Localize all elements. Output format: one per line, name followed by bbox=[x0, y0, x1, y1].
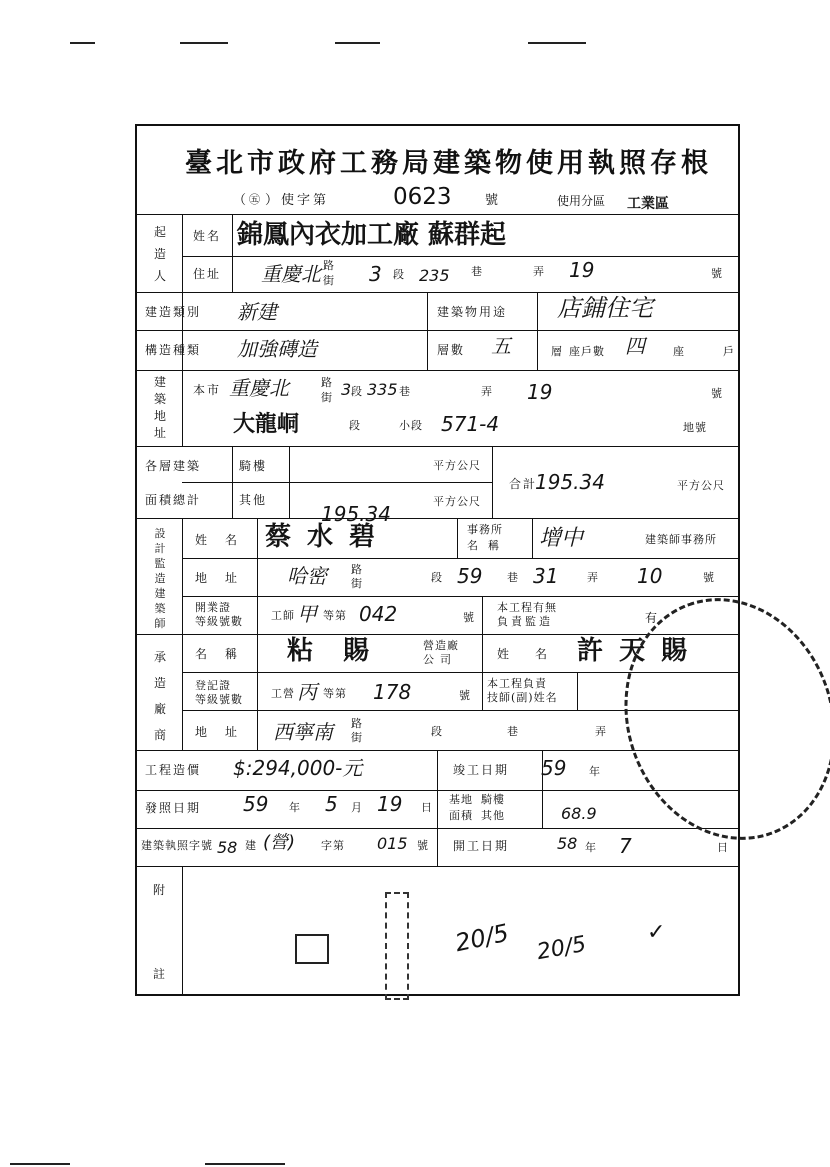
architect-xiang: 巷 bbox=[507, 571, 519, 584]
office-suffix: 建築師事務所 bbox=[645, 533, 717, 546]
registration-label-top: 登記證 bbox=[195, 679, 231, 692]
build-type-value: 新建 bbox=[237, 300, 277, 324]
build-type-label: 建造類別 bbox=[145, 305, 202, 319]
applicant-group-c2: 造 bbox=[153, 247, 166, 261]
architect-lu: 路 bbox=[351, 563, 363, 576]
building-use-label: 建築物用途 bbox=[437, 305, 508, 319]
issue-ri: 日 bbox=[421, 801, 433, 814]
address-group-c2: 築 bbox=[153, 392, 166, 406]
supervise-label-top: 本工程有無 bbox=[497, 601, 557, 614]
contractor-group-c2: 造 bbox=[153, 676, 166, 690]
applicant-road-value: 重慶北 bbox=[261, 262, 321, 286]
remarks-label-top: 附 bbox=[153, 883, 168, 897]
registration-mid: 等第 bbox=[323, 687, 347, 700]
other-label: 其他 bbox=[239, 493, 268, 507]
registration-grade: 丙 bbox=[297, 680, 317, 704]
contractor-addr-label: 地址 bbox=[195, 725, 256, 739]
issue-nian: 年 bbox=[289, 801, 301, 814]
architect-group-c6: 築 bbox=[154, 602, 166, 615]
license-grade: 甲 bbox=[297, 602, 317, 626]
architect-group-c1: 設 bbox=[154, 527, 166, 540]
base-area-label-top: 基地 bbox=[449, 793, 473, 806]
office-value: 增中 bbox=[539, 526, 584, 551]
base-other-label: 其他 bbox=[481, 809, 505, 822]
structure-label: 構造種類 bbox=[145, 343, 202, 357]
address-duan-value: 3 bbox=[341, 380, 352, 399]
zone-value: 工業區 bbox=[627, 196, 669, 212]
license-hao: 號 bbox=[463, 611, 475, 624]
contractor-group-c1: 承 bbox=[153, 650, 166, 664]
arcade-unit: 平方公尺 bbox=[433, 459, 481, 472]
architect-name-value: 蔡水碧 bbox=[265, 522, 392, 552]
contractor-name-value: 粘賜 bbox=[287, 636, 400, 666]
technician-label-top: 本工程負責 bbox=[487, 677, 547, 690]
architect-xiang-value: 59 bbox=[457, 564, 483, 588]
area-group-bottom: 面積總計 bbox=[145, 493, 202, 507]
contractor-name-label: 名稱 bbox=[195, 647, 256, 661]
start-nian: 年 bbox=[585, 841, 597, 854]
architect-name-label: 姓名 bbox=[195, 533, 256, 547]
building-use-value: 店鋪住宅 bbox=[557, 294, 653, 322]
registration-prefix: 工營 bbox=[271, 687, 295, 700]
other-unit: 平方公尺 bbox=[433, 495, 481, 508]
office-seal-stamp bbox=[591, 564, 830, 870]
supervise-value: 有 bbox=[645, 611, 660, 625]
architect-group-c5: 建 bbox=[154, 587, 166, 600]
address-lot-value: 571-4 bbox=[441, 412, 500, 436]
registration-hao: 號 bbox=[459, 689, 471, 702]
address-xiaoduan: 小段 bbox=[399, 419, 423, 432]
arcade-label: 騎樓 bbox=[239, 459, 268, 473]
contractor-type-top: 營造廠 bbox=[423, 639, 459, 652]
applicant-addr-label: 住址 bbox=[193, 267, 222, 281]
building-permit-prefix: 建 bbox=[245, 839, 257, 852]
contractor-person-label: 姓名 bbox=[497, 647, 574, 661]
start-year: 58 bbox=[557, 834, 578, 853]
office-label-bottom: 名稱 bbox=[467, 539, 509, 552]
architect-nong: 弄 bbox=[587, 571, 599, 584]
cost-value: $:294,000-元 bbox=[233, 756, 363, 780]
architect-hao: 號 bbox=[703, 571, 715, 584]
start-month: 7 bbox=[619, 834, 632, 858]
architect-addr-label: 地址 bbox=[195, 571, 256, 585]
building-permit-hao: 號 bbox=[417, 839, 429, 852]
registration-label-bottom: 等級號數 bbox=[195, 693, 243, 706]
architect-duan: 段 bbox=[431, 571, 443, 584]
permit-number: 0623 bbox=[393, 184, 452, 210]
address-city: 本市 bbox=[193, 383, 222, 397]
contractor-duan: 段 bbox=[431, 725, 443, 738]
units-zuo: 座 bbox=[673, 345, 685, 358]
applicant-group-c3: 人 bbox=[153, 269, 166, 283]
permit-hao: 號 bbox=[485, 193, 499, 208]
units-label: 座戶數 bbox=[569, 345, 605, 358]
applicant-name-label: 姓名 bbox=[193, 229, 222, 243]
applicant-nong: 弄 bbox=[533, 265, 545, 278]
address-lot: 地號 bbox=[683, 421, 707, 434]
applicant-hao: 號 bbox=[711, 267, 723, 280]
completion-nian: 年 bbox=[589, 765, 601, 778]
address-hao-value: 19 bbox=[527, 380, 553, 404]
base-area-label-bottom: 面積 bbox=[449, 809, 473, 822]
floors-ceng: 層 bbox=[551, 345, 563, 358]
address-section-value: 大龍峒 bbox=[233, 412, 300, 437]
building-permit-mid: 字第 bbox=[321, 839, 345, 852]
remarks-label-bottom: 註 bbox=[153, 967, 168, 981]
applicant-hao-value: 19 bbox=[569, 258, 595, 282]
license-label-top: 開業證 bbox=[195, 601, 231, 614]
base-other-value: 68.9 bbox=[561, 804, 597, 823]
applicant-lu: 路 bbox=[323, 259, 335, 272]
architect-nong-value: 31 bbox=[533, 564, 559, 588]
permit-suffix: ）使字第 bbox=[265, 193, 330, 208]
address-group-c4: 址 bbox=[153, 426, 166, 440]
architect-hao-value: 10 bbox=[637, 564, 663, 588]
remarks-note-2: 20/5 bbox=[535, 931, 589, 966]
architect-group-c4: 造 bbox=[154, 572, 166, 585]
contractor-type-bottom: 公司 bbox=[423, 653, 457, 666]
address-group-c3: 地 bbox=[153, 409, 166, 423]
address-xiang-value: 335 bbox=[367, 380, 398, 399]
issue-date-label: 發照日期 bbox=[145, 801, 202, 815]
applicant-duan: 段 bbox=[393, 268, 405, 281]
units-value: 四 bbox=[625, 334, 645, 358]
building-permit-char: (營) bbox=[263, 832, 296, 853]
remarks-check: ✓ bbox=[647, 920, 666, 945]
technician-label-bottom: 技師(副)姓名 bbox=[487, 691, 558, 704]
issue-yue: 月 bbox=[351, 801, 363, 814]
applicant-duan-value: 3 bbox=[369, 262, 382, 286]
start-ri: 日 bbox=[717, 841, 729, 854]
license-value: 042 bbox=[359, 602, 398, 626]
permit-prefix-mark: ㊄ bbox=[249, 193, 260, 206]
building-permit-value: 015 bbox=[377, 834, 408, 853]
address-jie: 街 bbox=[321, 391, 333, 404]
architect-group-c3: 監 bbox=[154, 557, 166, 570]
start-date-label: 開工日期 bbox=[453, 839, 510, 853]
zone-label: 使用分區 bbox=[557, 194, 606, 208]
contractor-nong: 弄 bbox=[595, 725, 607, 738]
address-duan: 段 bbox=[351, 385, 363, 398]
remarks-note-1: 20/5 bbox=[452, 918, 512, 958]
applicant-name-value: 錦鳳內衣加工廠 蘇群起 bbox=[237, 220, 507, 250]
address-xiang: 巷 bbox=[399, 385, 411, 398]
issue-day: 19 bbox=[377, 792, 403, 816]
cost-label: 工程造價 bbox=[145, 763, 202, 777]
floors-value: 五 bbox=[491, 334, 511, 358]
completion-year: 59 bbox=[541, 756, 567, 780]
other-area-value: 195.34 bbox=[321, 502, 391, 526]
address-nong: 弄 bbox=[481, 385, 493, 398]
address-duan2: 段 bbox=[349, 419, 361, 432]
applicant-xiang: 巷 bbox=[471, 265, 483, 278]
floors-label: 層數 bbox=[437, 343, 466, 357]
units-hu: 戶 bbox=[723, 345, 735, 358]
architect-group-c7: 師 bbox=[154, 617, 166, 630]
registration-value: 178 bbox=[373, 680, 412, 704]
license-mid: 等第 bbox=[323, 609, 347, 622]
permit-stub-form bbox=[135, 124, 740, 996]
building-permit-year: 58 bbox=[217, 838, 238, 857]
applicant-group-c1: 起 bbox=[153, 225, 166, 239]
permit-prefix: （ bbox=[233, 193, 247, 208]
contractor-jie: 街 bbox=[351, 731, 363, 744]
address-lu: 路 bbox=[321, 376, 333, 389]
issue-month: 5 bbox=[325, 792, 338, 816]
license-label-bottom: 等級號數 bbox=[195, 615, 243, 628]
total-unit: 平方公尺 bbox=[677, 479, 725, 492]
office-label-top: 事務所 bbox=[467, 523, 503, 536]
building-permit-label: 建築執照字號 bbox=[141, 839, 213, 852]
seal-stamp-strip bbox=[385, 892, 409, 1000]
issue-year: 59 bbox=[243, 792, 269, 816]
form-title: 臺北市政府工務局建築物使用執照存根 bbox=[185, 148, 712, 179]
total-label: 合計 bbox=[509, 477, 538, 491]
address-group-c1: 建 bbox=[153, 375, 166, 389]
seal-stamp-left bbox=[295, 934, 329, 964]
address-road-value: 重慶北 bbox=[229, 376, 289, 400]
contractor-group-c4: 商 bbox=[153, 728, 166, 742]
architect-jie: 街 bbox=[351, 577, 363, 590]
contractor-xiang: 巷 bbox=[507, 725, 519, 738]
contractor-road-value: 西寧南 bbox=[273, 720, 333, 744]
architect-road-value: 哈密 bbox=[287, 564, 327, 588]
structure-value: 加強磚造 bbox=[237, 337, 317, 361]
architect-group-c2: 計 bbox=[154, 542, 166, 555]
applicant-jie: 街 bbox=[323, 274, 335, 287]
supervise-label-bottom: 負責監造 bbox=[497, 615, 553, 628]
total-area-value: 195.34 bbox=[535, 470, 605, 494]
license-prefix: 工師 bbox=[271, 609, 295, 622]
contractor-person-value: 許天賜 bbox=[577, 636, 704, 666]
address-hao: 號 bbox=[711, 387, 723, 400]
base-arcade-label: 騎樓 bbox=[481, 793, 505, 806]
contractor-group-c3: 廠 bbox=[153, 702, 166, 716]
area-group-top: 各層建築 bbox=[145, 459, 202, 473]
contractor-lu: 路 bbox=[351, 717, 363, 730]
applicant-xiang-value: 235 bbox=[419, 266, 450, 285]
completion-label: 竣工日期 bbox=[453, 763, 510, 777]
